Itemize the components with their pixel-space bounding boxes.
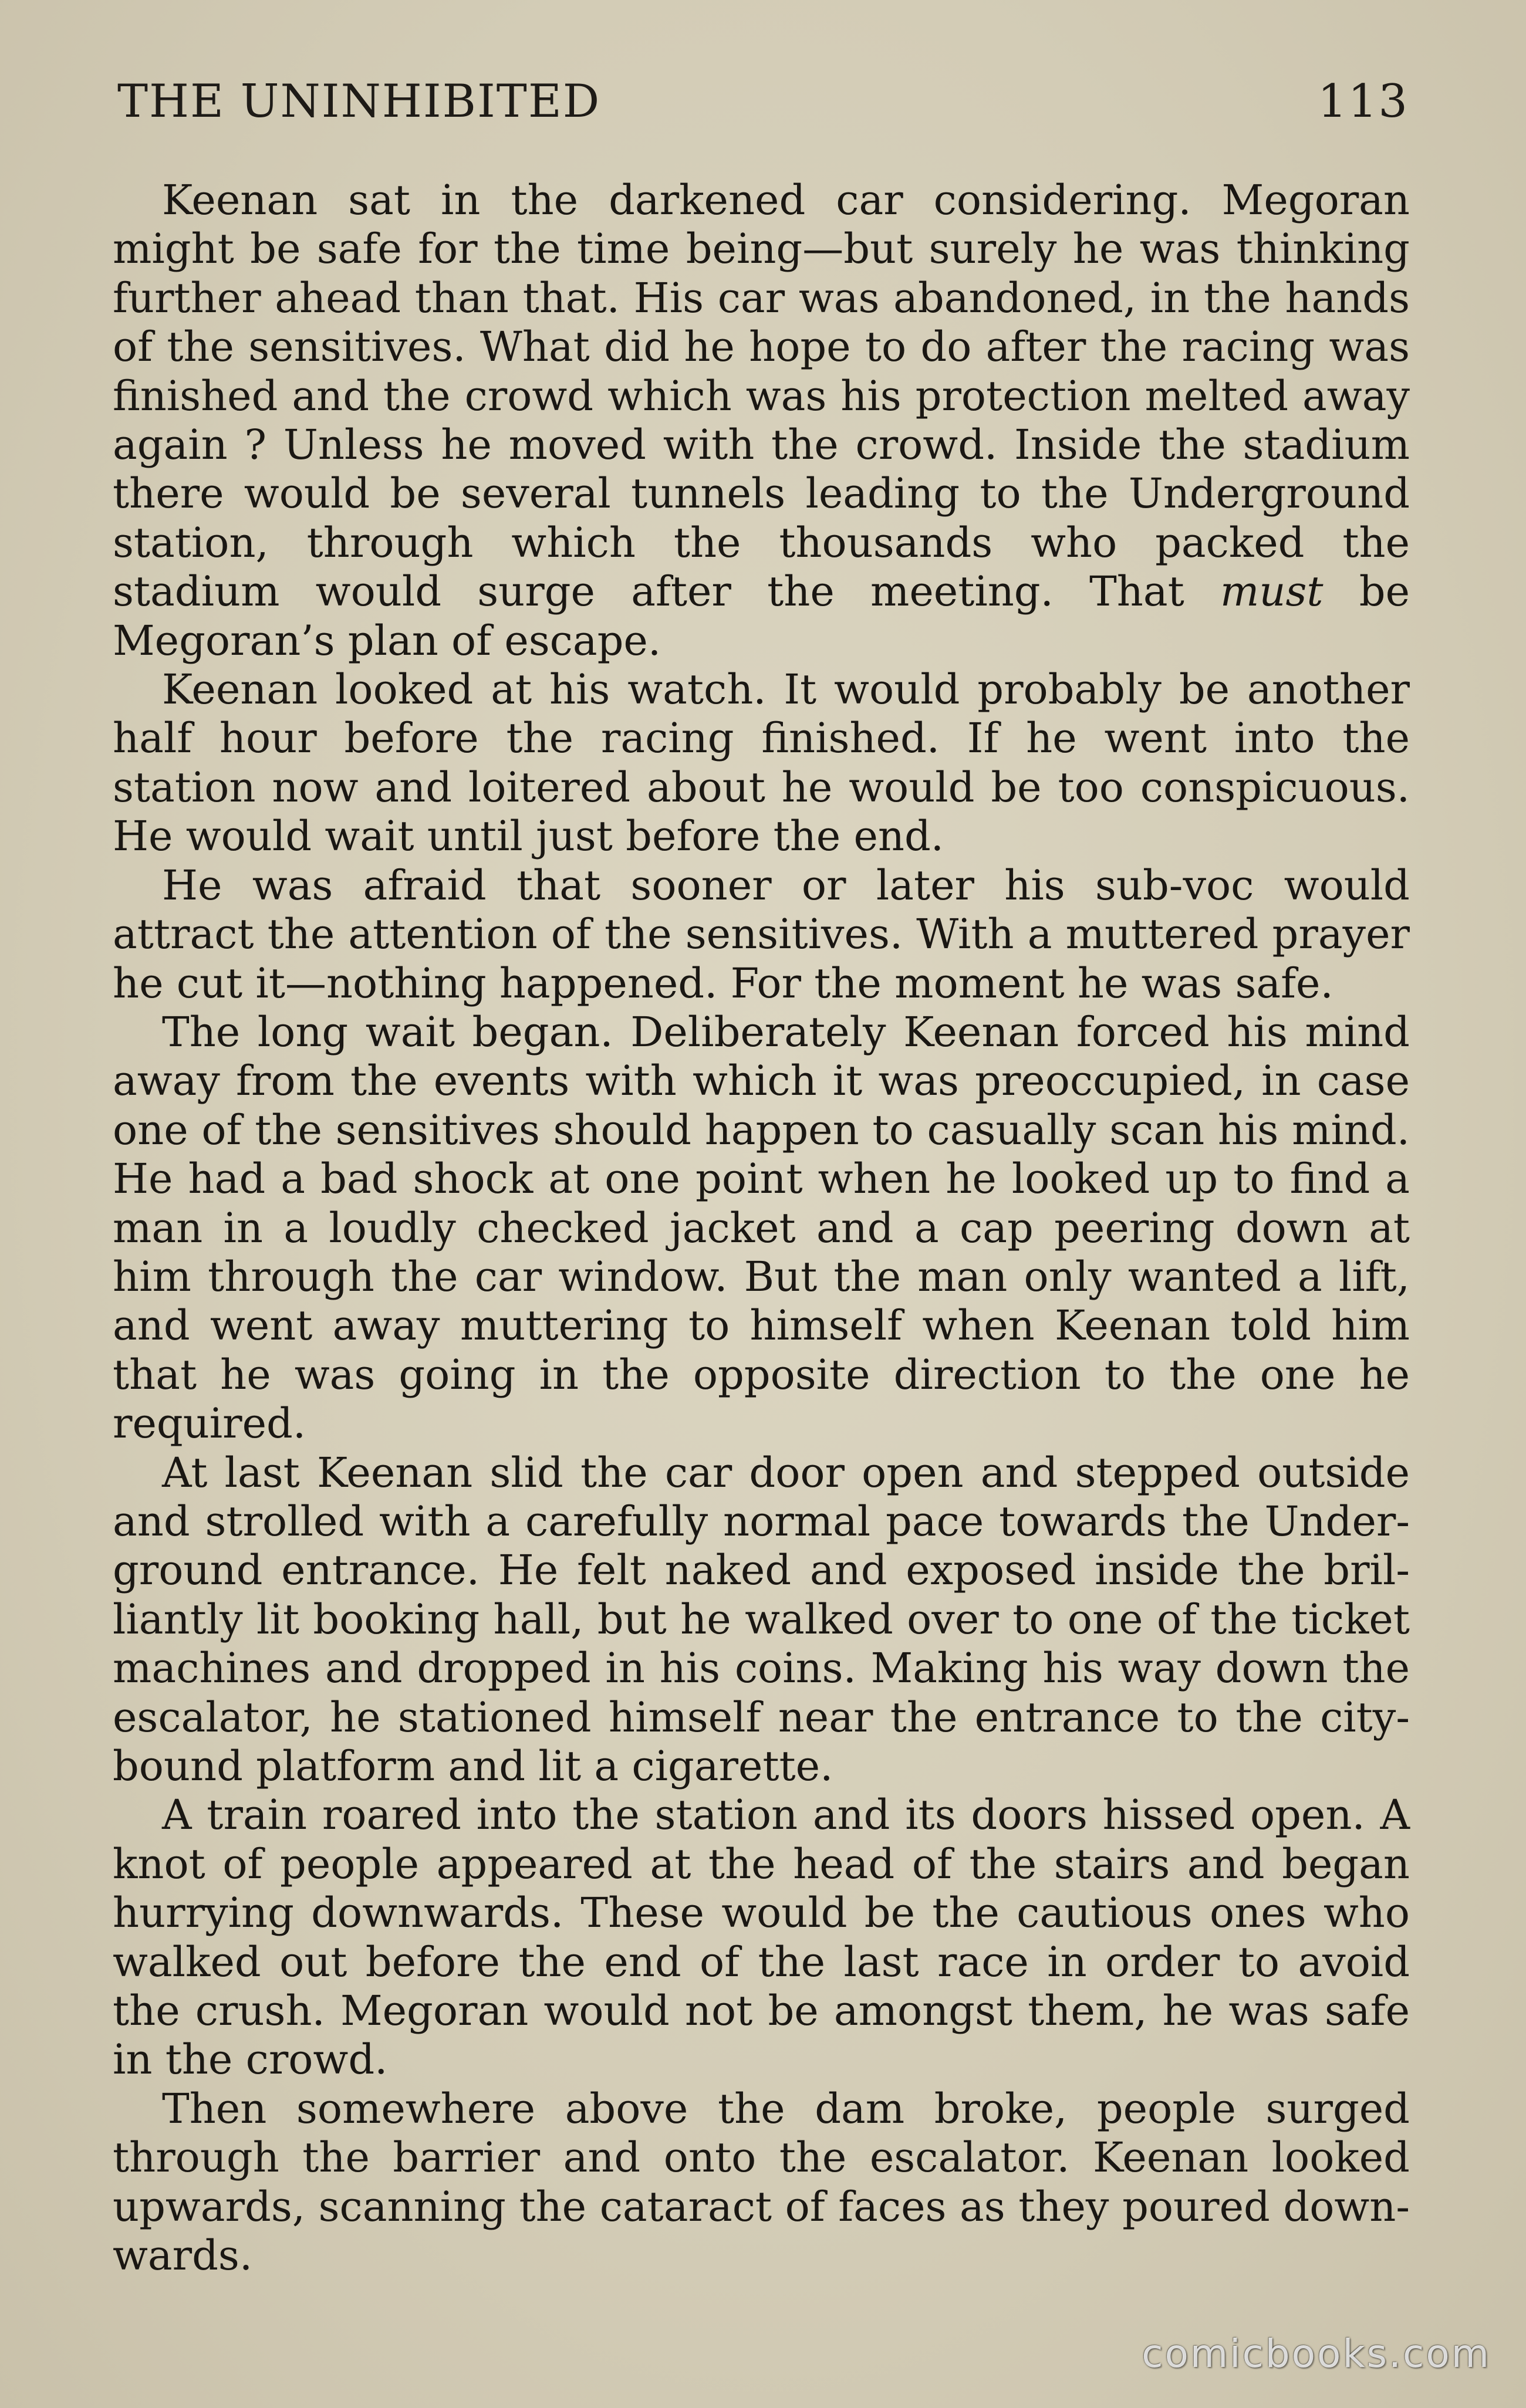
- paragraph: A train roared into the station and its doors hissed open. A knot of people appeared at the head of the stairs and began hurrying downwards. These would be the cautious ones who walked out before the end of the last race in order to avoid the crush. Megoran would not be amongst them, he was safe in the crowd.: [113, 1791, 1410, 2084]
- page-number: 113: [1318, 75, 1409, 128]
- paragraph: The long wait began. Deliberately Keenan forced his mind away from the events with which it was preoccupied, in case one of the sensitives should happen to casually scan his mind. He had a bad shock at one point when he looked up to find a man in a loudly checked jacket and a cap peering down at him through the car window. But the man only wanted a lift, and went away muttering to himself when Keenan told him that he was going in the opposite direction to the one he required.: [113, 1007, 1410, 1448]
- watermark: comicbooks.com: [1142, 2331, 1491, 2376]
- body-text: [113, 176, 1410, 2280]
- paragraph: Then somewhere above the dam broke, people surged through the barrier and onto the escalator. Keenan looked upwards, scanning the cataract of faces as they poured downwards.: [113, 2084, 1410, 2280]
- paragraph-text: Keenan sat in the darkened car considering. Megoran might be safe for the time being—but surely he was thinking further ahead than that. His car was abandoned, in the hands of the sensitives. What did he hope to do after the racing was finished and the crowd which was his protection melted away again ? Unless he moved with the crowd. Inside the stadium there would be several tunnels leading to the Underground station, through which the thousands who packed the stadium would surge after the meeting. That: [113, 176, 1410, 616]
- paragraph: He was afraid that sooner or later his sub-voc would attract the attention of the sensitives. With a muttered prayer he cut it—nothing happened. For the moment he was safe.: [113, 861, 1410, 1007]
- paragraph: At last Keenan slid the car door open and stepped outside and strolled with a carefully normal pace towards the Underground entrance. He felt naked and exposed inside the brilliantly lit booking hall, but he walked over to one of the ticket machines and dropped in his coins. Making his way down the escalator, he stationed himself near the entrance to the city-bound platform and lit a cigarette.: [113, 1448, 1410, 1790]
- paragraph-text: be Megoran’s plan of escape.: [113, 567, 1410, 665]
- paragraph: Keenan looked at his watch. It would probably be another half hour before the racing finished. If he went into the station now and loitered about he would be too conspicuous. He would wait until just before the end.: [113, 665, 1410, 861]
- page-header: [117, 75, 1409, 146]
- running-head: THE UNINHIBITED: [117, 75, 601, 128]
- emphasized-word: must: [1220, 567, 1324, 616]
- paragraph: [113, 176, 1410, 665]
